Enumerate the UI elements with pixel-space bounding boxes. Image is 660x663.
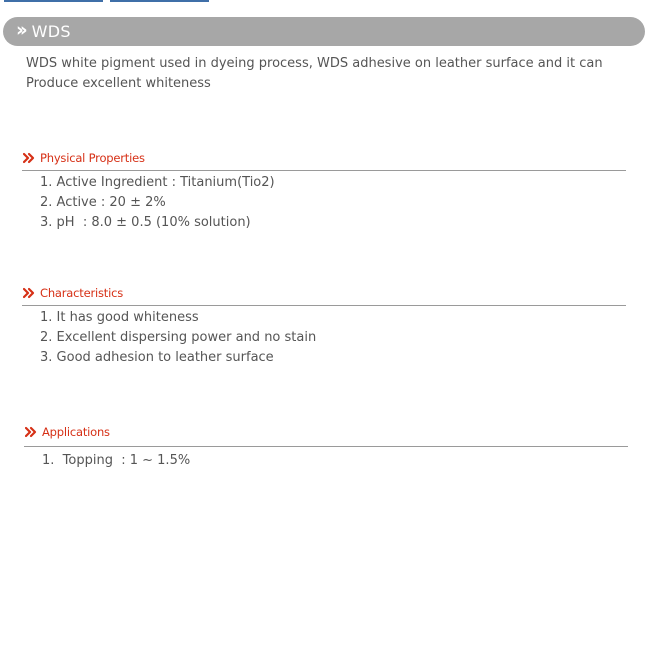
description-line-1: WDS white pigment used in dyeing process, WDS adhesive on leather surface and it can [26,56,603,71]
section-title: Characteristics [40,286,123,300]
list-item: 2. Excellent dispersing power and no stain [40,330,317,345]
double-chevron-right-icon: ›› [16,19,24,41]
characteristics-list [40,308,316,368]
list-item: 1. Active Ingredient : Titanium(Tio2) [40,175,275,190]
list-item: 1. Topping : 1 ~ 1.5% [42,453,191,468]
physical-properties-list [40,173,275,233]
top-tab-strip [0,0,220,3]
double-chevron-right-icon [25,426,37,438]
double-chevron-right-icon [23,287,35,299]
section-header-applications [25,422,110,442]
section-title: Applications [42,425,110,439]
section-divider [22,305,626,306]
tab-indicator-left[interactable] [4,0,103,2]
applications-list [42,451,190,471]
section-title: Physical Properties [40,151,145,165]
list-item: 3. pH : 8.0 ± 0.5 (10% solution) [40,215,251,230]
section-header-characteristics [23,283,123,303]
section-header-physical-properties [23,148,145,168]
list-item: 1. It has good whiteness [40,310,199,325]
section-divider [22,170,626,171]
list-item: 2. Active : 20 ± 2% [40,195,166,210]
product-title-bar [3,17,645,46]
description-line-2: Produce excellent whiteness [26,76,211,91]
tab-indicator-right[interactable] [110,0,209,2]
list-item: 3. Good adhesion to leather surface [40,350,274,365]
double-chevron-right-icon [23,152,35,164]
section-divider [24,446,628,447]
product-title: WDS [31,21,71,41]
product-description [26,54,626,94]
